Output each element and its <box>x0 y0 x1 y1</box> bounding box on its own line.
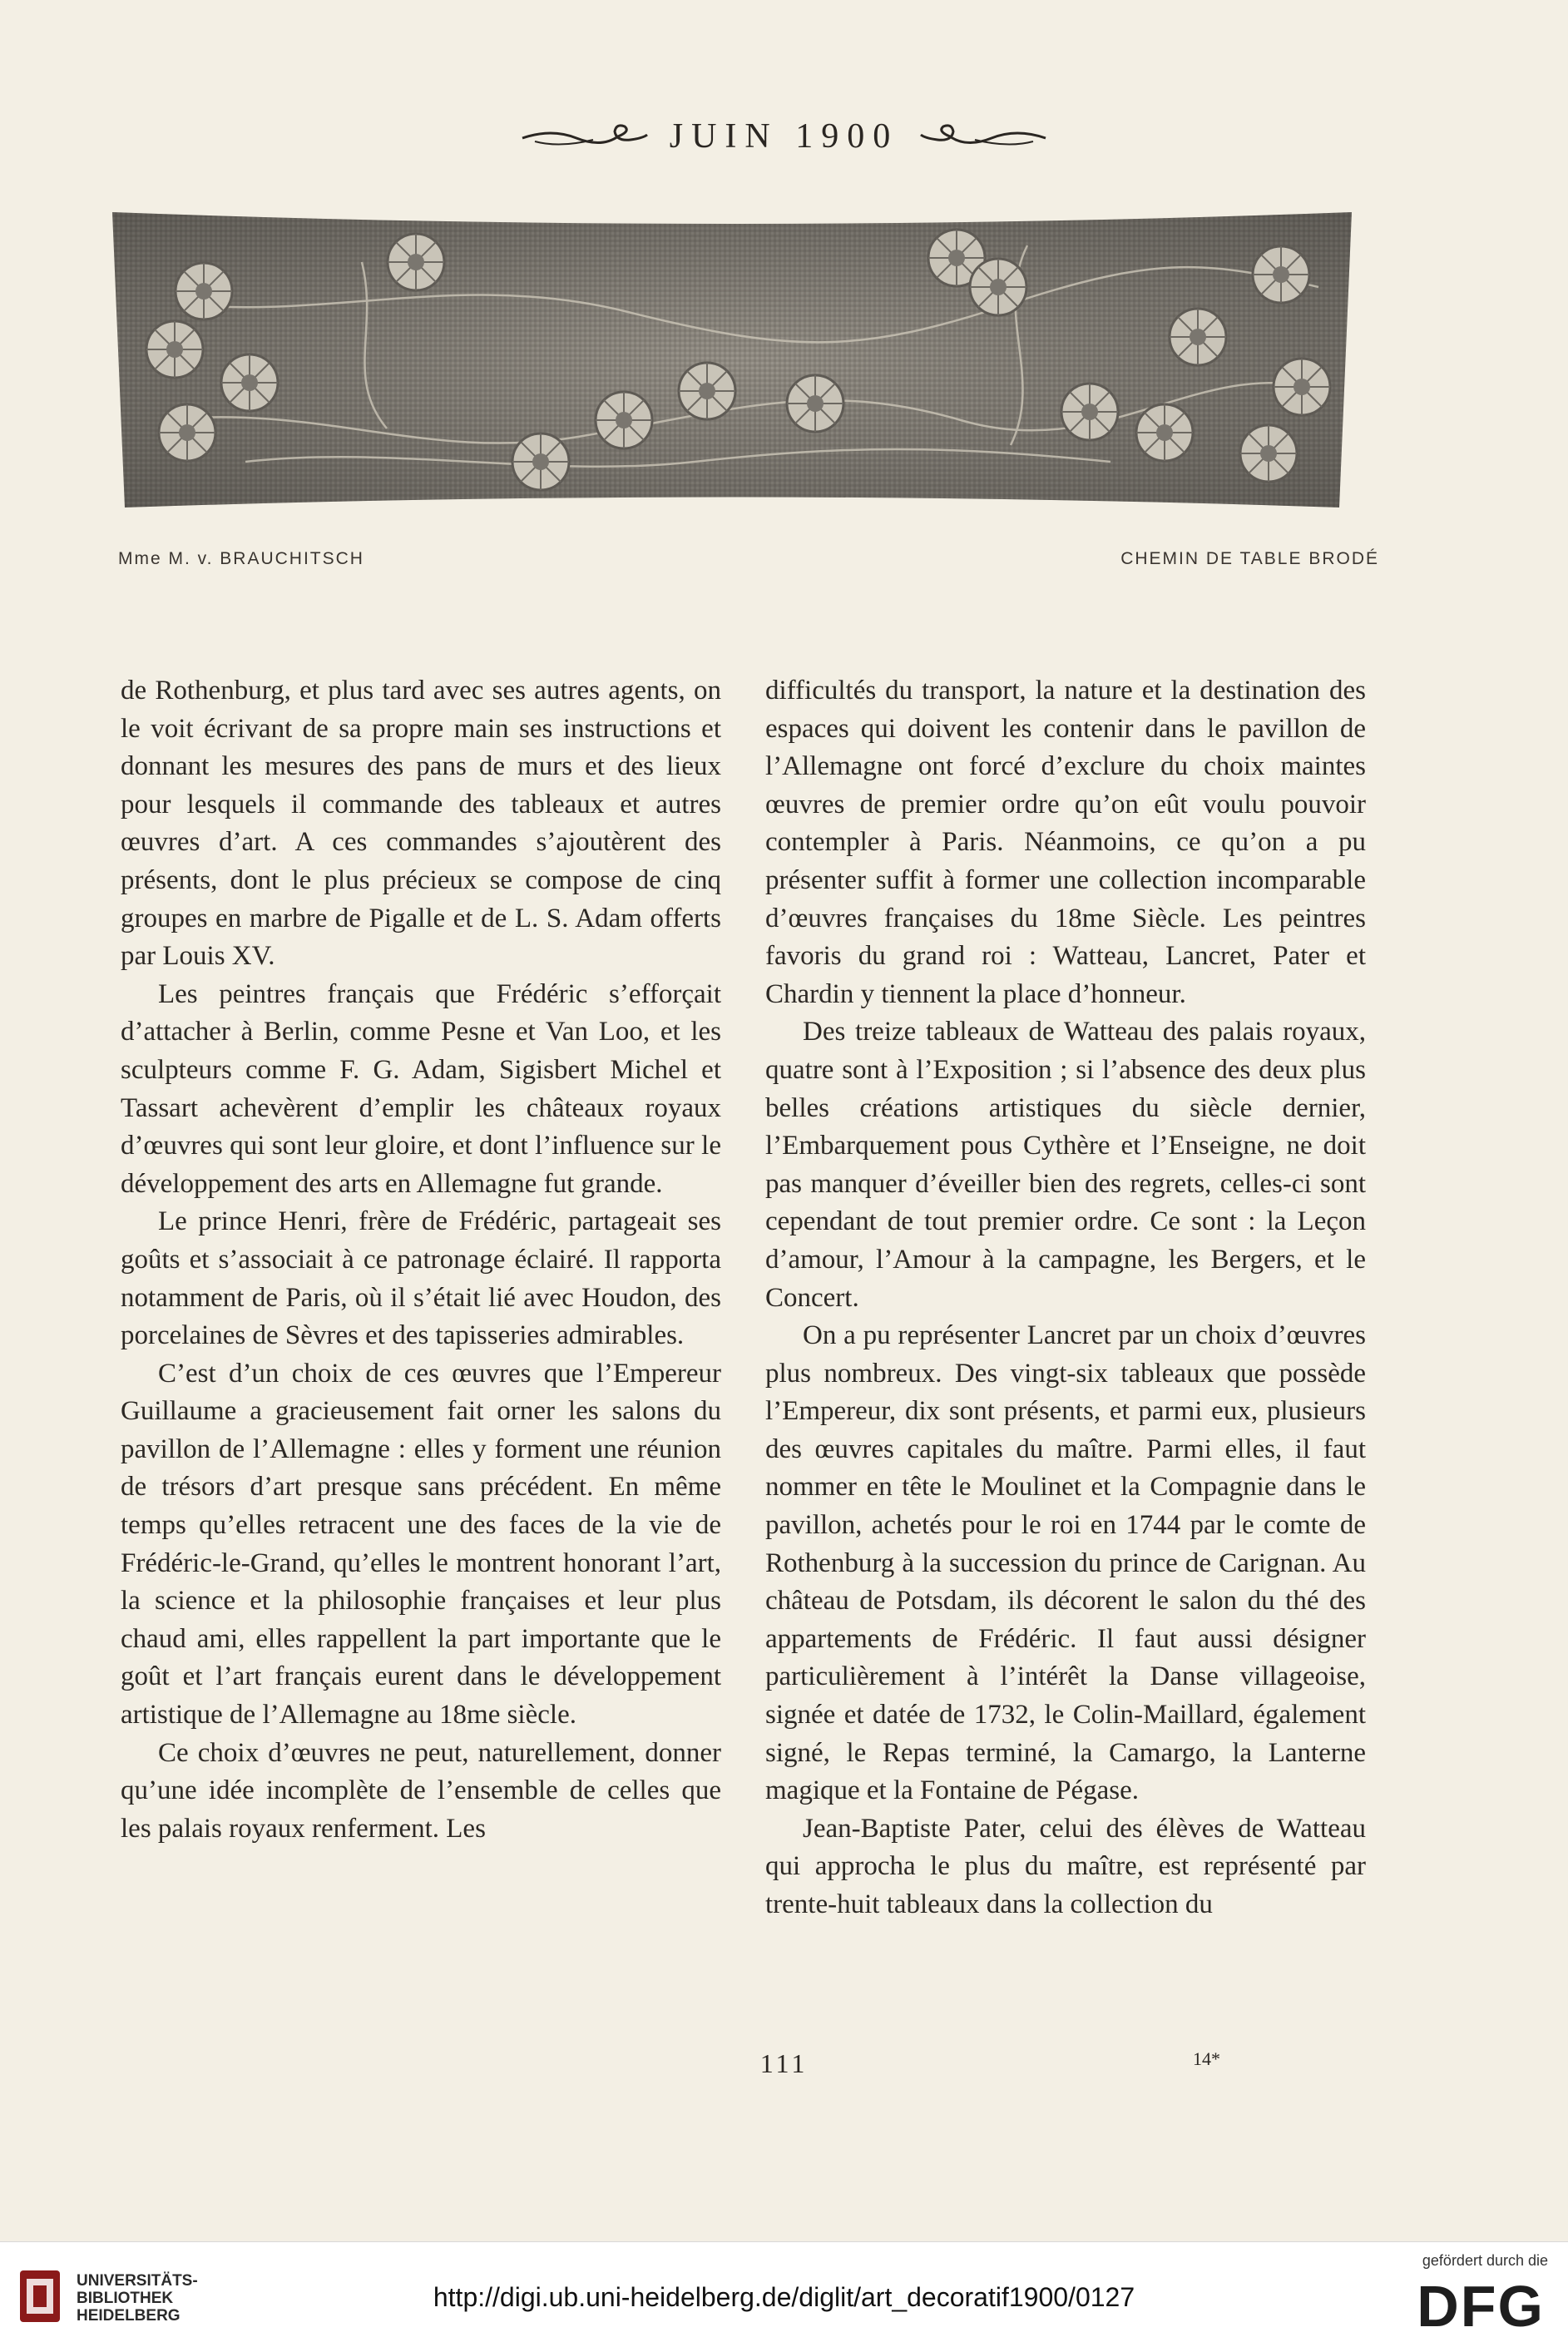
permalink-url[interactable]: http://digi.ub.uni-heidelberg.de/diglit/art_decoratif1900/0127 <box>433 2282 1135 2312</box>
paragraph: Ce choix d’œuvres ne peut, naturellement, donner qu’une idée incomplète de l’ensemble de celles que les palais royaux renferment. Les <box>121 1737 721 1844</box>
right-flourish-icon <box>917 120 1050 153</box>
signature-mark: 14* <box>1193 2048 1220 2069</box>
table-runner-illustration <box>112 212 1352 508</box>
page-number: 111 <box>759 2048 809 2078</box>
left-flourish-icon <box>518 120 651 153</box>
illustration-title-caption: CHEMIN DE TABLE BRODÉ <box>1120 549 1379 568</box>
dfg-logo: DFG <box>1417 2274 1545 2339</box>
funding-label: gefördert durch die <box>1422 2252 1548 2269</box>
running-header <box>0 116 1568 156</box>
text-column-right <box>765 672 1366 1924</box>
paragraph: Des treize tableaux de Watteau des palais royaux, quatre sont à l’Exposition ; si l’absence des deux plus belles créations artistiques du siècle dernier, l’Embarquement pous Cythère et l’Enseigne, ne doit pas manquer d’éveiller bien des regrets, celles-ci sont cependant de tout premier ordre. Ce sont : la Leçon d’amour, l’Amour à la campagne, les Bergers, et le Concert. <box>765 1017 1366 1313</box>
paragraph: Le prince Henri, frère de Frédéric, partageait ses goûts et s’associait à ce patronage éclairé. Il rapporta notamment de Paris, où il s’était lié avec Houdon, des porcelaines de Sèvres et des tapisseries admirables. <box>121 1206 721 1351</box>
paragraph: Jean-Baptiste Pater, celui des élèves de Watteau qui approcha le plus du maître, est représenté par trente-huit tableaux dans la collection du <box>765 1813 1366 1919</box>
header-title: JUIN 1900 <box>669 117 899 156</box>
illustration-artist-caption: Mme M. v. BRAUCHITSCH <box>118 549 364 568</box>
paragraph: C’est d’un choix de ces œuvres que l’Empereur Guillaume a gracieusement fait orner les salons du pavillon de l’Allemagne : elles y forment une réunion de trésors d’art presque sans précédent. En même temps qu’elles retracent une des faces de la vie de Frédéric-le-Grand, qu’elles le montrent honorant l’art, la science et la philosophie françaises et leur plus chaud ami, elles rappellent la part importante que le goût et l’art français eurent dans le développement artistique de l’Allemagne au 18me siècle. <box>121 1358 721 1731</box>
institution-name-line: UNIVERSITÄTS- <box>77 2272 198 2290</box>
digitization-footer <box>0 2241 1568 2352</box>
paragraph: On a pu représenter Lancret par un choix d’œuvres plus nombreux. Des vingt-six tableaux que possède l’Empereur, dix sont présents, et parmi eux, plusieurs des œuvres capitales du maître. Parmi elles, il faut nommer en tête le Moulinet et la Compagnie dans le pavillon, achetés pour le roi en 1744 par le comte de Rothenburg à la succession du prince de Carignan. Au château de Potsdam, ils décorent le salon du thé des appartements de Frédéric. Il faut aussi désigner particulièrement à l’intérêt la Danse villageoise, signée et datée de 1732, le Colin-Maillard, également signé, le Repas terminé, la Camargo, la Lanterne magique et la Fontaine de Pégase. <box>765 1320 1366 1806</box>
institution-name-line: HEIDELBERG <box>77 2307 181 2325</box>
paragraph: difficultés du transport, la nature et la destination des espaces qui doivent les contenir dans le pavillon de l’Allemagne ont forcé d’exclure du choix maintes œuvres de premier ordre qu’on eût voulu pouvoir contempler à Paris. Néanmoins, ce qu’on a pu présenter suffit à former une collection incomparable d’œuvres françaises du 18me Siècle. Les peintres favoris du grand roi : Watteau, Lancret, Pater et Chardin y tiennent la place d’honneur. <box>765 676 1366 1009</box>
text-column-left <box>121 672 721 1848</box>
paragraph: Les peintres français que Frédéric s’efforçait d’attacher à Berlin, comme Pesne et Van Loo, et les sculpteurs comme F. G. Adam, Sigisbert Michel et Tassart achevèrent d’emplir les châteaux royaux d’œuvres qui sont leur gloire, et dont l’influence sur le développement des arts en Allemagne fut grande. <box>121 978 721 1199</box>
institution-name-line: BIBLIOTHEK <box>77 2290 174 2307</box>
paragraph: de Rothenburg, et plus tard avec ses autres agents, on le voit écrivant de sa propre main ses instructions et donnant les mesures des pans de murs et des lieux pour lesquels il commande des tableaux et autres œuvres d’art. A ces commandes s’ajoutèrent des présents, dont le plus précieux se compose de cinq groupes en marbre de Pigalle et de L. S. Adam offerts par Louis XV. <box>121 676 721 972</box>
